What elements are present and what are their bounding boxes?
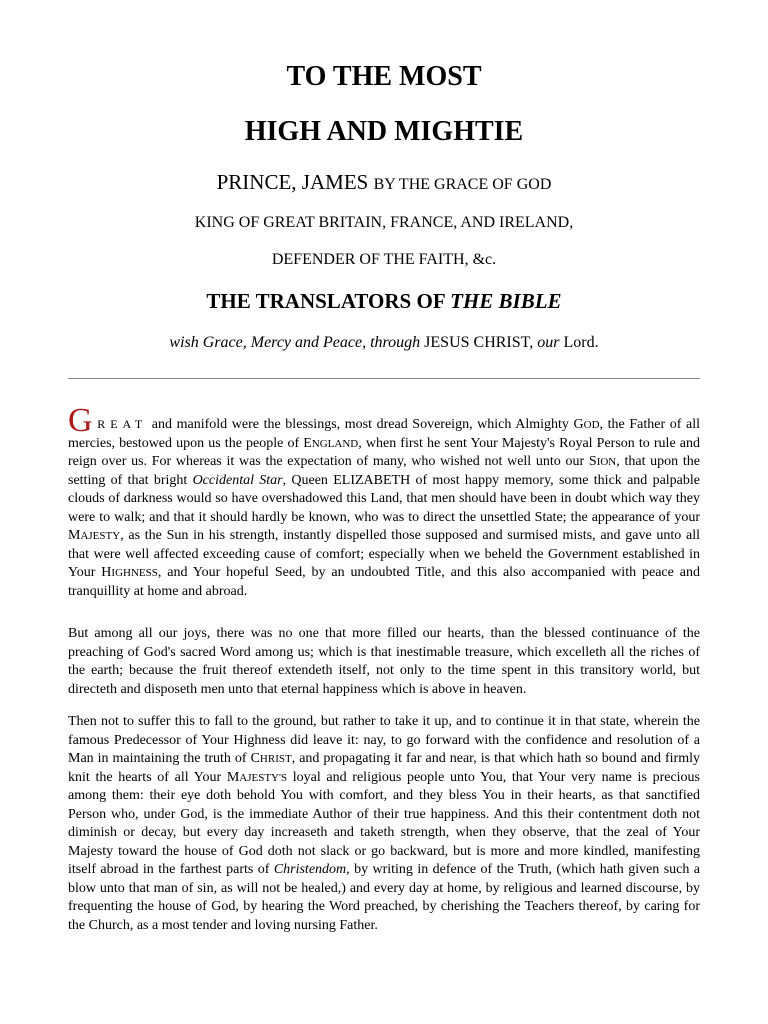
wish-part-a: wish Grace, Mercy and Peace, through xyxy=(169,334,425,351)
grace-of-god: BY THE GRACE OF GOD xyxy=(373,176,552,193)
p3-text-2: , and propagating it far and near, is that which hath so bound and firmly knit the hearts of all Your M xyxy=(68,751,700,785)
wish-part-b: JESUS CHRIST xyxy=(424,334,530,351)
wish-part-d: our xyxy=(537,334,560,351)
king-line: KING OF GREAT BRITAIN, FRANCE, AND IRELAND, xyxy=(194,214,574,231)
paragraph-3 xyxy=(68,713,700,935)
p1-text-4: , that upon the setting of that bright xyxy=(68,454,700,488)
p1-smallcaps-2: NGLAND xyxy=(311,437,359,450)
p1-italic-1: Occidental Star xyxy=(192,472,283,488)
p1-text-5: , Queen ELIZABETH of most happy memory, some thick and palpable clouds of darkness would so have overshadowed this Land, that men should have been in doubt which way they were to walk; and that it should hardly be known, who was to direct the unsettled State; the appearance of your M xyxy=(68,472,700,543)
p1-text-7: , and Your hopeful Seed, by an undoubted Title, and this also accompanied with peace and tranquillity at home and abroad. xyxy=(68,565,700,599)
drop-cap: G xyxy=(68,402,93,439)
defender-line: DEFENDER OF THE FAITH, &c. xyxy=(271,251,497,268)
heading-line-2: HIGH AND MIGHTIE xyxy=(244,116,524,147)
p3-smallcaps-2: AJESTY'S xyxy=(239,771,288,784)
prince-name: PRINCE, JAMES xyxy=(216,170,369,194)
p3-text-3: loyal and religious people unto You, that Your very name is precious among them: their eye doth behold You with comfort, and they bless You in their hearts, as that sanctified Person who, under God, is the immediate Author of their true happiness. And this their contentment doth not diminish or decay, but every day increaseth and taketh strength, when they observe, that the zeal of Your Majesty toward the house of God doth not slack or go backward, but is more and more kindled, manifesting itself abroad in the farthest parts of xyxy=(68,769,700,877)
p1-text-1: and manifold were the blessings, most dread Sovereign, which Almighty G xyxy=(147,417,584,432)
p1-text-2: , the Father of all mercies, bestowed upon us the people of E xyxy=(68,417,701,451)
p3-text-1: Then not to suffer this to fall to the ground, but rather to take it up, and to continue it in that state, wherein the famous Predecessor of Your Highness did leave it: nay, to go forward with the confidence and resolution of a Man in maintaining the truth of C xyxy=(68,714,700,766)
p1-smallcaps-3: ION xyxy=(596,456,617,468)
p1-text-6: , as the Sun in his strength, instantly dispelled those supposed and surmised mists, and gave unto all that were well affected exceeding cause of comfort; especially when we beheld the Government established in Your H xyxy=(68,528,700,580)
wish-part-e: Lord. xyxy=(559,334,599,351)
p1-smallcaps-1: OD xyxy=(583,419,600,431)
translators-prefix: THE TRANSLATORS OF xyxy=(206,289,451,313)
p3-text-4: , by writing in defence of the Truth, (which hath given such a blow unto that man of sin, as will not be healed,) and every day at home, by religious and learned discourse, by frequenting the house of God, by hearing the Word preached, by cherishing the Teachers thereof, by caring for the Church, as a most tender and loving nursing Father. xyxy=(68,862,701,933)
heading-line-1: TO THE MOST xyxy=(286,61,482,92)
bible-title: THE BIBLE xyxy=(450,289,562,313)
p1-text-3: , when first he sent Your Majesty's Royal Person to rule and reign over us. For whereas it was the expectation of many, who wished not well unto our S xyxy=(68,435,700,469)
p3-italic-1: Christendom xyxy=(273,862,347,877)
p1-smallcaps-5: IGHNESS xyxy=(111,567,158,579)
wish-line xyxy=(0,333,768,353)
wish-part-c: , xyxy=(529,334,538,351)
paragraph-1 xyxy=(68,402,701,601)
paragraph-2: But among all our joys, there was no one that more filled our hearts, than the blessed continuance of the preaching of God's sacred Word among us; which is that inestimable treasure, which excelleth all the riches of the earth; because the fruit thereof extendeth itself, not only to the time spent in this transitory world, but directeth and disposeth men unto that eternal happiness which is above in heaven. xyxy=(68,626,700,697)
horizontal-rule xyxy=(68,378,700,379)
p3-smallcaps-1: HRIST xyxy=(259,753,292,765)
spaced-word: REAT xyxy=(97,417,148,431)
prince-line xyxy=(0,170,768,197)
translators-heading xyxy=(0,288,768,314)
p1-smallcaps-4: AJESTY xyxy=(80,530,121,542)
